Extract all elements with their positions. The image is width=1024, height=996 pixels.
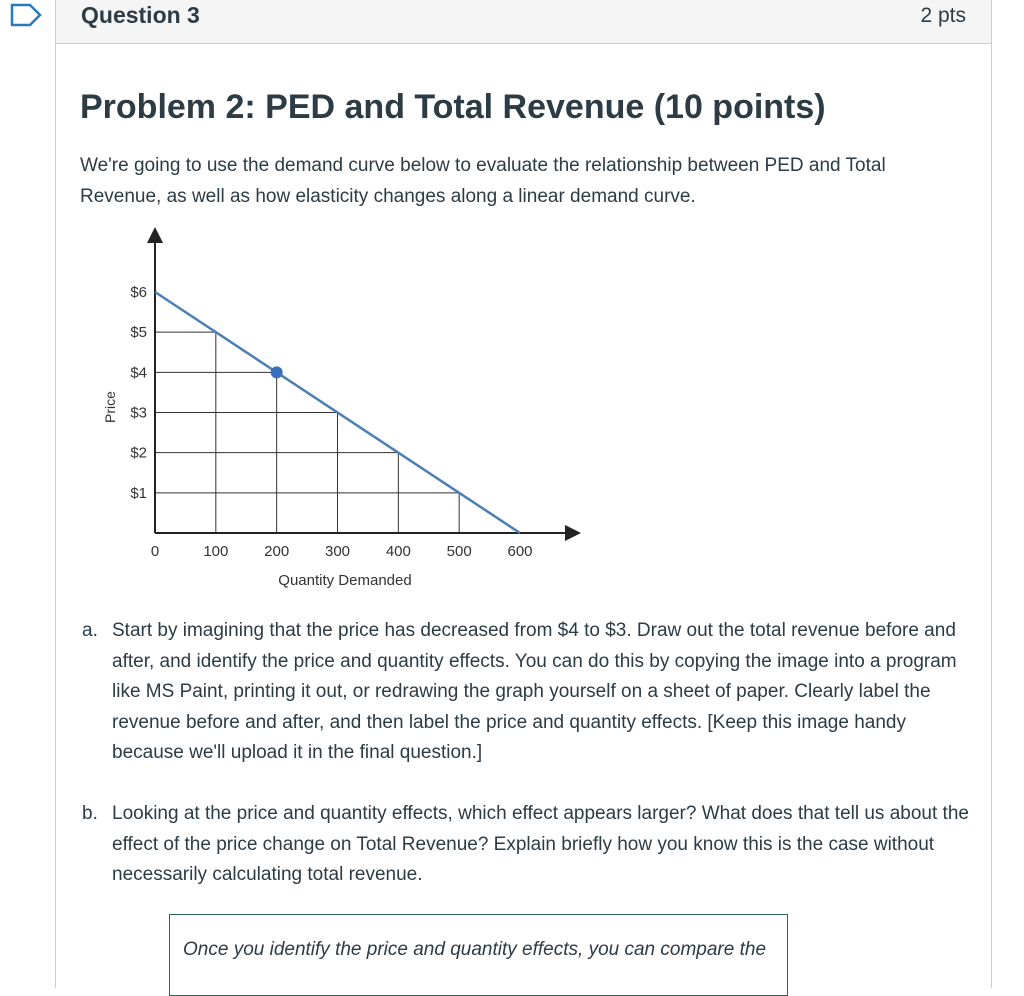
y-tick-label: $3 (130, 404, 147, 422)
x-tick-label: 500 (446, 543, 472, 560)
x-tick-label: 300 (324, 543, 351, 560)
y-tick-label: $6 (130, 284, 147, 301)
y-tick-label: $1 (130, 484, 147, 502)
x-tick-label: 200 (264, 543, 290, 560)
hint-text: Once you identify the price and quantity effects, you can compare the (183, 939, 767, 960)
y-axis-label: Price (102, 391, 118, 423)
flag-question-icon[interactable] (0, 0, 52, 44)
question-title: Question 3 (81, 2, 200, 28)
hint-box (169, 914, 788, 996)
question-header (56, 0, 991, 44)
problem-intro: We're going to use the demand curve below to evaluate the relationship between PED and Total Revenue, as well as how elasticity changes along a linear demand curve. (80, 155, 886, 207)
question-points: 2 pts (920, 4, 966, 27)
x-tick-label: 0 (150, 543, 160, 560)
y-tick-label: $5 (130, 324, 147, 342)
problem-title: Problem 2: PED and Total Revenue (10 points) (80, 88, 826, 126)
x-tick-label: 600 (507, 543, 533, 560)
question-b (82, 799, 972, 891)
question-a-letter: a. (82, 620, 98, 641)
y-tick-label: $2 (130, 444, 147, 462)
question-b-letter: b. (82, 803, 98, 824)
demand-curve-chart (95, 225, 585, 595)
question-a-text: Start by imagining that the price has decreased from $4 to $3. Draw out the total revenue before and after, and identify the price and quantity effects. You can do this by copying the image into a program like MS Paint, printing it out, or redrawing the graph yourself on a sheet of paper. Clearly label the revenue before and after, and then label the price and quantity effects. [Keep this image handy because we'll upload it in the final question.] (112, 620, 957, 763)
x-tick-label: 100 (203, 543, 229, 560)
x-tick-label: 400 (385, 543, 411, 560)
question-a (82, 616, 972, 769)
highlight-point (271, 366, 283, 378)
question-b-text: Looking at the price and quantity effects, which effect appears larger? What does that tell us about the effect of the price change on Total Revenue? Explain briefly how you know this is the case without necessarily calculating total revenue. (112, 803, 969, 885)
y-tick-label: $4 (130, 364, 147, 382)
x-axis-label: Quantity Demanded (278, 572, 412, 589)
